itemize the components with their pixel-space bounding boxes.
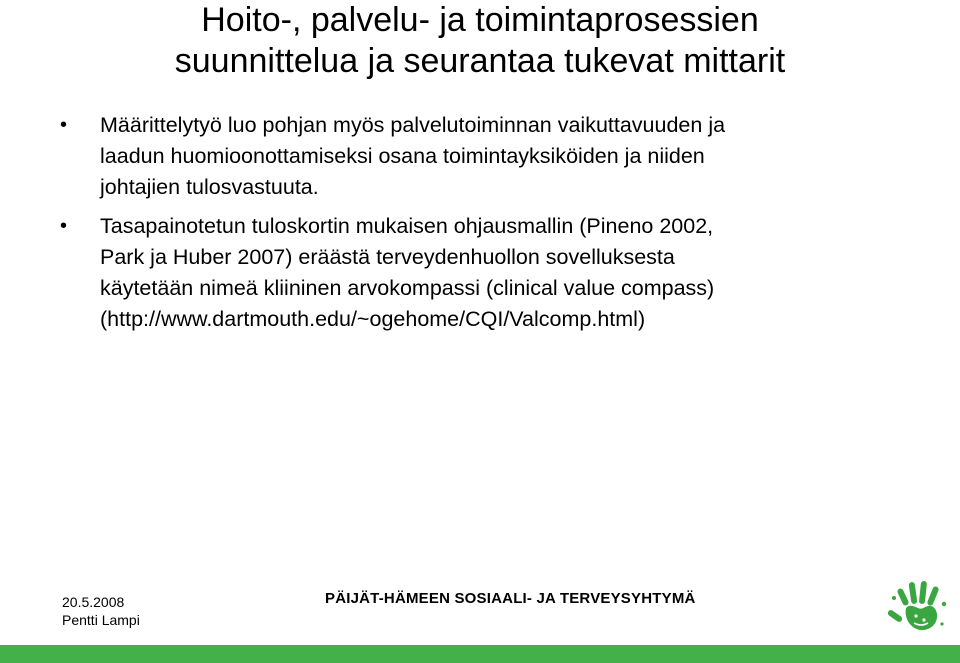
bullet-text <box>100 110 940 203</box>
bullet-2-line-1: Tasapainotetun tuloskortin mukaisen ohjausmallin (Pineno 2002, <box>100 214 714 238</box>
hand-print-logo-icon <box>888 578 950 634</box>
slide-title <box>20 0 940 82</box>
bottom-bar <box>0 645 960 663</box>
bullet-text <box>100 211 940 335</box>
bullet-item-2 <box>60 211 940 335</box>
footer-organization: PÄIJÄT-HÄMEEN SOSIAALI- JA TERVEYSYHTYMÄ <box>325 590 696 607</box>
bullet-2-line-3: käytetään nimeä kliininen arvokompassi (clinical value compass) <box>100 276 715 300</box>
bullet-list <box>60 110 940 343</box>
title-line-1: Hoito-, palvelu- ja toimintaprosessien <box>201 1 759 39</box>
bullet-1-line-1: Määrittelytyö luo pohjan myös palvelutoiminnan vaikuttavuuden ja <box>100 113 726 137</box>
bullet-2-line-2: Park ja Huber 2007) eräästä terveydenhuollon sovelluksesta <box>100 245 675 269</box>
footer-author: Pentti Lampi <box>62 612 140 628</box>
bullet-1-line-2: laadun huomioonottamiseksi osana toimintayksiköiden ja niiden <box>100 144 705 168</box>
bullet-marker: • <box>60 114 68 136</box>
footer-date: 20.5.2008 <box>62 594 125 610</box>
bullet-2-line-4: (http://www.dartmouth.edu/~ogehome/CQI/Valcomp.html) <box>100 307 646 331</box>
bullet-marker: • <box>60 215 68 237</box>
bullet-item-1 <box>60 110 940 203</box>
title-line-2: suunnittelua ja seurantaa tukevat mittarit <box>174 42 786 80</box>
bullet-1-line-3: johtajien tulosvastuuta. <box>100 175 319 199</box>
